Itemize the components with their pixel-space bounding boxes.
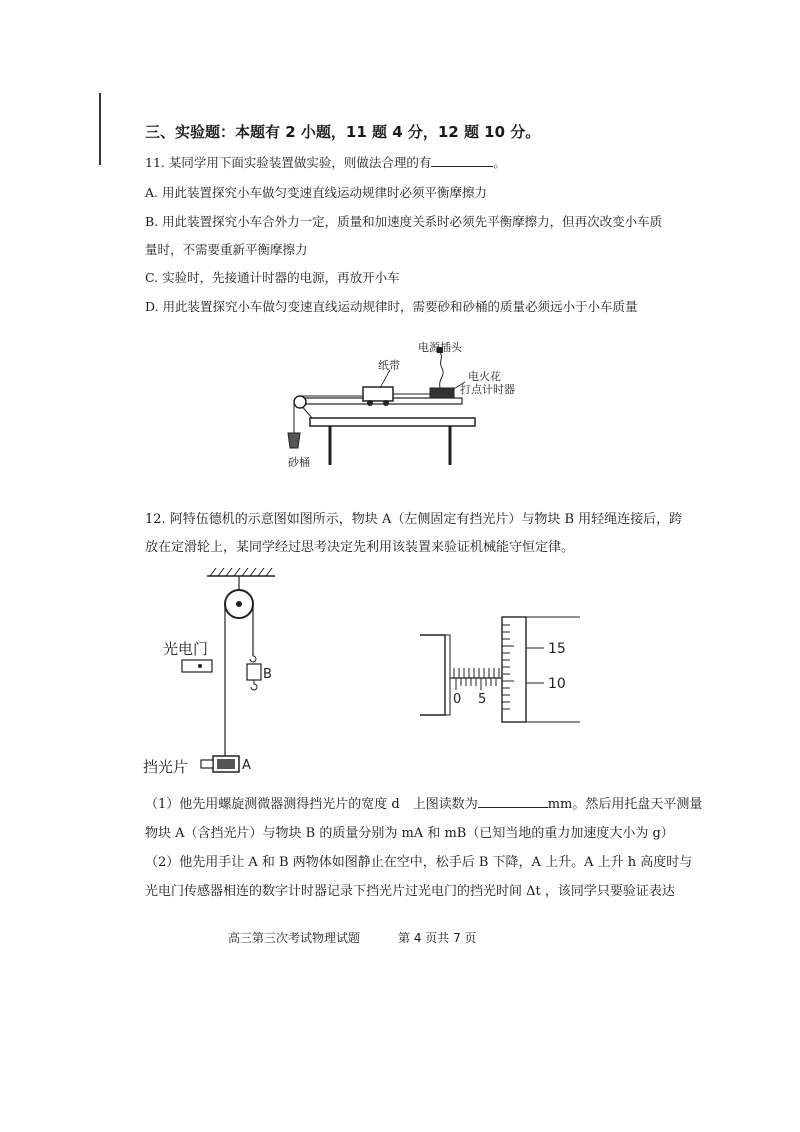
- q12-part1-line2: 物块 A（含挡光片）与物块 B 的质量分别为 mA 和 mB（已知当地的重力加速度大小为 g）: [145, 826, 674, 841]
- tape-label: 纸带: [378, 359, 400, 372]
- section-title: 三、实验题：本题有 2 小题，11 题 4 分，12 题 10 分。: [145, 123, 541, 141]
- q11-option-b: B. 用此装置探究小车合外力一定，质量和加速度关系时必须先平衡摩擦力，但再次改变小车质: [145, 214, 663, 229]
- shutter-label: 挡光片: [143, 758, 189, 776]
- shutter-plate: [201, 760, 213, 768]
- thimble-label-15: 15: [548, 641, 566, 657]
- thimble: [502, 617, 526, 722]
- main-scale-ticks-lower: [456, 678, 496, 690]
- sand-bucket-icon: [288, 433, 300, 448]
- q12-part2-line1: （2）他先用手让 A 和 B 两物体如图静止在空中，松手后 B 下降，A 上升。A 上升 h 高度时与: [145, 855, 693, 870]
- main-scale-label-0: 0: [453, 692, 462, 707]
- q11-option-c: C. 实验时，先接通计时器的电源，再放开小车: [145, 270, 400, 285]
- q11-stem: [145, 153, 506, 171]
- q11-option-d: D. 用此装置探究小车做匀变速直线运动规律时，需要砂和砂桶的质量必须远小于小车质量: [145, 299, 638, 314]
- footer-page-number: 第 4 页共 7 页: [398, 931, 477, 945]
- q11-answer-blank[interactable]: [431, 154, 493, 167]
- q12-line-2: 放在定滑轮上，某同学经过思考决定先利用该装置来验证机械能守恒定律。: [145, 540, 575, 555]
- table-top: [310, 418, 475, 426]
- q12-part1-suffix: mm。然后用托盘天平测量: [547, 797, 703, 812]
- q12-line-1: 12. 阿特伍德机的示意图如图所示，物块 A（左侧固定有挡光片）与物块 B 用轻绳连接后，跨: [145, 512, 683, 527]
- block-a-label: A: [242, 758, 251, 773]
- plug-label: 电源插头: [418, 341, 462, 354]
- cart-icon: [363, 387, 393, 401]
- q11-stem-suffix: 。: [493, 155, 506, 170]
- main-scale-ticks-upper: [454, 668, 499, 678]
- block-b: [247, 664, 261, 680]
- q12-part1-prefix: （1）他先用螺旋测微器测得挡光片的宽度 d 上图读数为: [145, 797, 478, 812]
- bucket-label: 砂桶: [288, 456, 310, 469]
- q12-part2-line2: 光电门传感器相连的数字计时器记录下挡光片过光电门的挡光时间 Δt ，该同学只要验证表达: [145, 884, 675, 899]
- q12-part1-answer-blank[interactable]: [478, 795, 548, 808]
- pulley-icon: [294, 396, 306, 408]
- q11-apparatus-figure: [270, 330, 530, 475]
- timer-icon: [430, 388, 454, 398]
- footer-title: 高三第三次考试物理试题: [228, 931, 361, 945]
- q11-option-a: A. 用此装置探究小车做匀变速直线运动规律时必须平衡摩擦力: [145, 185, 487, 200]
- block-b-label: B: [263, 667, 272, 682]
- micrometer-figure: [420, 605, 580, 725]
- timer-label-1: 电火花: [468, 370, 501, 383]
- power-cord: [440, 352, 443, 388]
- photogate-label: 光电门: [163, 640, 209, 658]
- photogate-icon: [182, 660, 212, 672]
- timer-label-2: 打点计时器: [460, 383, 515, 396]
- atwood-machine-figure: [143, 562, 295, 787]
- thimble-label-10: 10: [548, 676, 566, 692]
- q11-stem-prefix: 11. 某同学用下面实验装置做实验，则做法合理的有: [145, 155, 432, 170]
- q12-part1-line1: [145, 793, 702, 812]
- q11-option-b-cont: 量时，不需要重新平衡摩擦力: [145, 242, 308, 257]
- margin-binding-line: [99, 93, 101, 165]
- main-scale-label-5: 5: [478, 692, 487, 707]
